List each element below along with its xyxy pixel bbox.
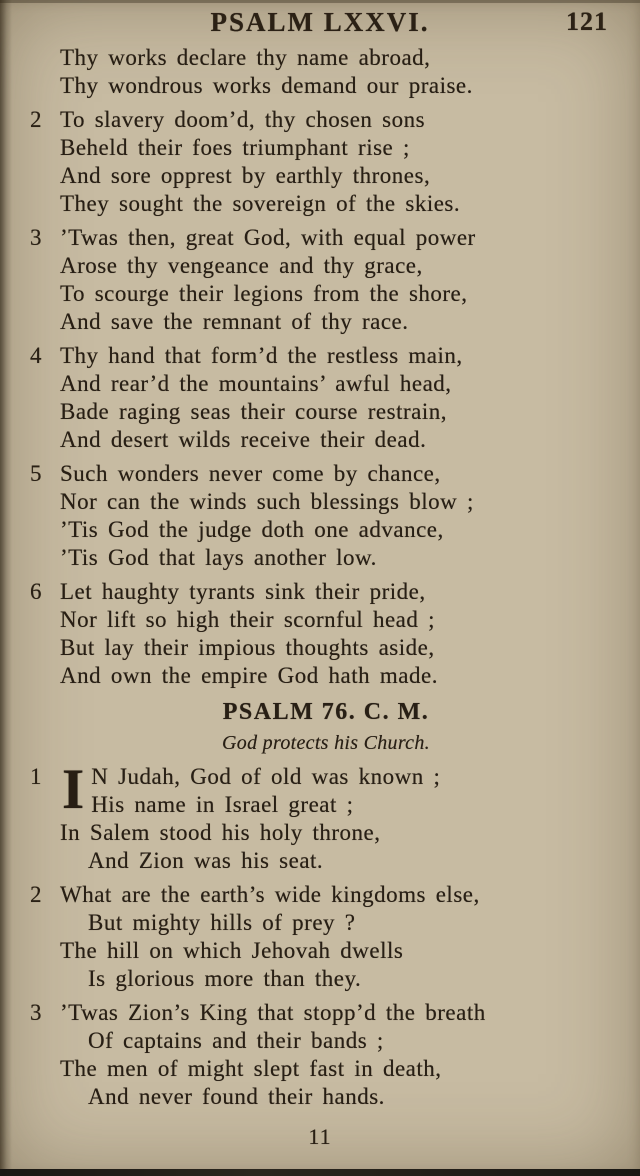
- verse-line: ’Tis God the judge doth one advance,: [60, 517, 444, 542]
- verse-line: N Judah, God of old was known ;: [91, 764, 441, 789]
- signature-mark: 11: [308, 1124, 332, 1149]
- verse-line: Of captains and their bands ;: [88, 1028, 384, 1053]
- verse-line: Thy wondrous works demand our praise.: [60, 73, 473, 98]
- verse-number: 2: [30, 882, 42, 907]
- verse-line: In Salem stood his holy throne,: [60, 820, 381, 845]
- verse-line: Nor lift so high their scornful head ;: [60, 607, 436, 632]
- verse-line: They sought the sovereign of the skies.: [60, 191, 461, 216]
- page-top-edge: [0, 0, 640, 3]
- verse-line: But lay their impious thoughts aside,: [60, 635, 435, 660]
- verse-line: And never found their hands.: [88, 1084, 385, 1109]
- verse-line: What are the earth’s wide kingdoms else,: [60, 882, 480, 907]
- verse-line: Is glorious more than they.: [88, 966, 362, 991]
- drop-cap: I: [62, 758, 85, 821]
- verse-number: 1: [30, 764, 42, 789]
- verse-line: Thy works declare thy name abroad,: [60, 45, 431, 70]
- verse-number: 4: [30, 343, 42, 368]
- verse-line: The hill on which Jehovah dwells: [60, 938, 404, 963]
- page-bottom-edge: [0, 1169, 640, 1176]
- binding-shadow: [0, 0, 12, 1176]
- stanza: [30, 881, 622, 993]
- psalm-76-heading: PSALM 76. C. M.: [222, 699, 430, 725]
- running-header: [0, 0, 640, 42]
- verse-line: ’Tis God that lays another low.: [60, 545, 377, 570]
- verse-line: Nor can the winds such blessings blow ;: [60, 489, 474, 514]
- stanza: [30, 44, 622, 100]
- verse-line: Thy hand that form’d the restless main,: [60, 343, 463, 368]
- verse-line: Arose thy vengeance and thy grace,: [60, 253, 423, 278]
- stanza: [30, 460, 622, 572]
- verse-number: 6: [30, 579, 42, 604]
- verse-line: To slavery doom’d, thy chosen sons: [60, 107, 426, 132]
- verse-line: The men of might slept fast in death,: [60, 1056, 442, 1081]
- stanza: [30, 578, 622, 690]
- verse-line: And sore opprest by earthly thrones,: [60, 163, 431, 188]
- stanza: [30, 999, 622, 1111]
- verse-line: And desert wilds receive their dead.: [60, 427, 427, 452]
- verse-line: But mighty hills of prey ?: [88, 910, 356, 935]
- verse-number: 3: [30, 225, 42, 250]
- psalm-75-stanzas: [30, 44, 622, 690]
- verse-line: Such wonders never come by chance,: [60, 461, 441, 486]
- verse-number: 5: [30, 461, 42, 486]
- verse-number: 2: [30, 107, 42, 132]
- psalm-76-subtitle: God protects his Church.: [222, 732, 430, 754]
- stanza: [30, 106, 622, 218]
- verse-line: Beheld their foes triumphant rise ;: [60, 135, 410, 160]
- page-footer: [0, 1124, 640, 1150]
- stanza: [30, 758, 622, 875]
- psalm-76-stanzas: [30, 758, 622, 1111]
- verse-line: Let haughty tyrants sink their pride,: [60, 579, 426, 604]
- running-header-title: PSALM LXXVI.: [210, 7, 430, 37]
- verse-line: ’Twas then, great God, with equal power: [60, 225, 476, 250]
- verse-line: Bade raging seas their course restrain,: [60, 399, 447, 424]
- verse-line: And own the empire God hath made.: [60, 663, 438, 688]
- verse-number: 3: [30, 1000, 42, 1025]
- drop-cap-block: [60, 758, 622, 821]
- stanza: [30, 224, 622, 336]
- page-number: 121: [566, 7, 608, 36]
- verse-line: ’Twas Zion’s King that stopp’d the breath: [60, 1000, 486, 1025]
- verse-line: And Zion was his seat.: [88, 848, 324, 873]
- page-content: [0, 42, 640, 1111]
- verse-line: To scourge their legions from the shore,: [60, 281, 468, 306]
- stanza: [30, 342, 622, 454]
- verse-line: And save the remnant of thy race.: [60, 309, 409, 334]
- verse-line: His name in Israel great ;: [91, 792, 354, 817]
- verse-line: And rear’d the mountains’ awful head,: [60, 371, 452, 396]
